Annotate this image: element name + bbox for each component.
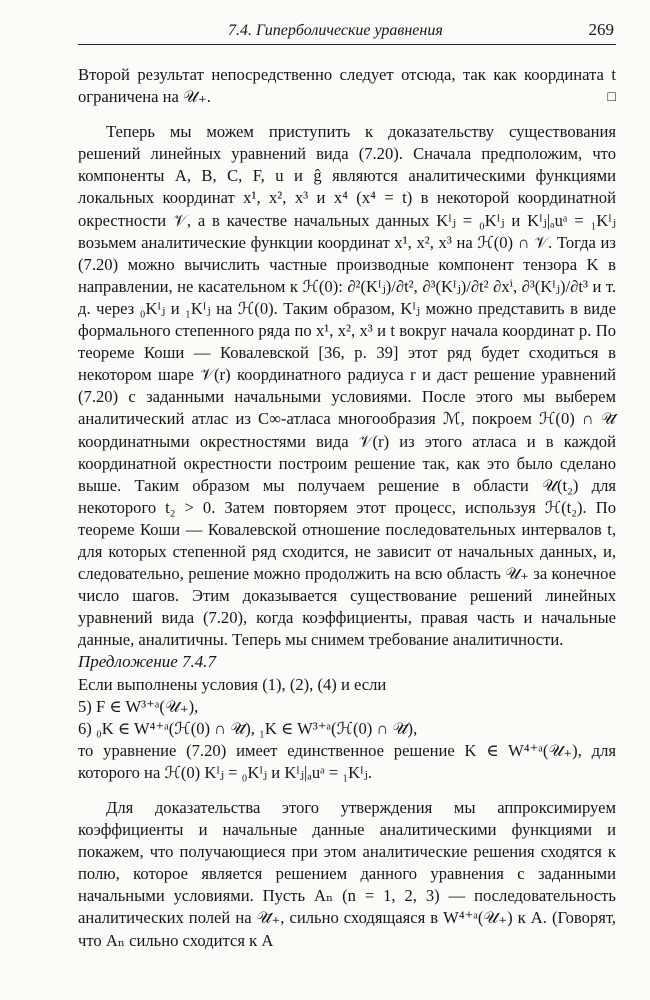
paragraph-2: Теперь мы можем приступить к доказательству существования решений линейных уравнений вида (7.20). Сначала предположим, что компоненты A, B, C, F, u и ĝ являются аналитическими функциями локальных координат x¹, x², x³ и x⁴ (x⁴ = t) в некоторой координатной окрестности 𝒱, а в качестве начальных данных Kᴵⱼ = ₀Kᴵⱼ и Kᴵⱼ|ₐuᵃ = ₁Kᴵⱼ возьмем аналитические функции координат x¹, x², x³ на ℋ(0) ∩ 𝒱. Тогда из (7.20) можно вычислить частные производные компонент тензора K в направлении, не касательном к ℋ(0): ∂²(Kᴵⱼ)/∂t², ∂³(Kᴵⱼ)/∂t² ∂xⁱ, ∂³(Kᴵⱼ)/∂t³ и т. д. через ₀Kᴵⱼ и ₁Kᴵⱼ на ℋ(0). Таким образом, Kᴵⱼ можно представить в виде формального степенного ряда по x¹, x², x³ и t вокруг начала координат p. По теореме Коши — Ковалевской [36, р. 39] этот ряд будет сходиться в некотором шаре 𝒱(r) координатного радиуса r и даст решение уравнений (7.20) с заданными начальными условиями. После этого мы выберем аналитический атлас из C∞-атласа многообразия ℳ, покроем ℋ(0) ∩ 𝒰̄ координатными окрестностями вида 𝒱(r) из этого атласа и в каждой координатной окрестности построим решение так, как это было сделано выше. Таким образом мы получаем решение в области 𝒰(t₂) для некоторого t₂ > 0. Затем повторяем этот процесс, используя ℋ(t₂). По теореме Коши — Ковалевской отношение последовательных интервалов t, для которых степенной ряд сходится, не зависит от начальных данных, и, следовательно, решение можно продолжить на всю область 𝒰₊ за конечное число шагов. Этим доказывается существование решений линейных уравнений вида (7.20), когда коэффициенты, правая часть и начальные данные, аналитичны. Теперь мы снимем требование аналитичности. [78,122,616,650]
proof-paragraph: Для доказательства этого утверждения мы аппроксимируем коэффициенты и начальные данные аналитическими функциями и покажем, что получающиеся при этом аналитические решения сходятся к полю, которое является решением данного уравнения с заданными начальными условиями. Пусть Aₙ (n = 1, 2, 3) — последовательность аналитических полей на 𝒰̄₊, сильно сходящаяся в W⁴⁺ᵃ(𝒰₊) к A. (Говорят, что Aₙ сильно сходится к A [78,798,616,950]
proposition-heading: Предложение 7.4.7 [78,652,217,672]
proposition-condition-6: 6) ₀K ∈ W⁴⁺ᵃ(ℋ(0) ∩ 𝒰̄), ₁K ∈ W³⁺ᵃ(ℋ(0) ∩ 𝒰̄), [78,718,418,738]
proposition-intro: Если выполнены условия (1), (2), (4) и если [78,674,387,694]
section-title: 7.4. Гиперболические уравнения [228,22,443,39]
paragraph-1-text: Второй результат непосредственно следует отсюда, так как координата t ограничена на 𝒰₊. [78,65,616,107]
page-number: 269 [588,20,614,39]
page-body [78,64,616,952]
qed-icon: □ [607,90,616,106]
proposition-condition-5: 5) F ∈ W³⁺ᵃ(𝒰₊), [78,696,199,716]
proposition-conclusion: то уравнение (7.20) имеет единственное решение K ∈ W⁴⁺ᵃ(𝒰₊), для которого на ℋ(0) Kᴵⱼ = ₀Kᴵⱼ и Kᴵⱼ|ₐuᵃ = ₁Kᴵⱼ. [78,740,616,782]
running-header [78,16,616,45]
paragraph-1 [78,64,616,108]
